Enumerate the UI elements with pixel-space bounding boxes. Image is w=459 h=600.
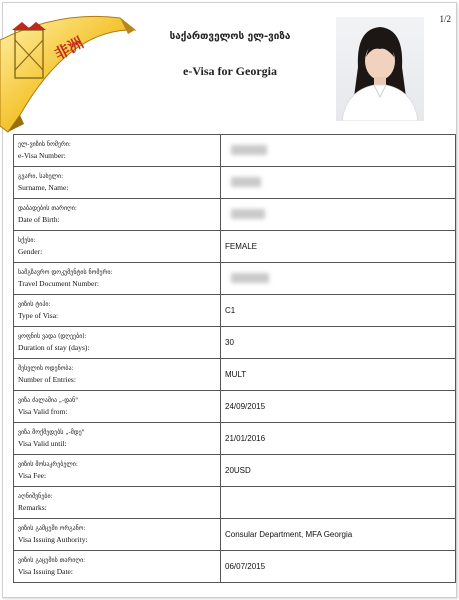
field-label [14,295,221,327]
table-row [14,551,456,583]
portrait-image [336,17,424,121]
label-georgian: ვიზის გამცემი ორგანო: [18,525,86,532]
field-value: 06/07/2015 [221,551,456,583]
field-label [14,135,221,167]
table-row [14,359,456,391]
label-georgian: ვიზა მოქმედებს „-მდე" [18,429,85,436]
field-value [221,167,456,199]
label-georgian: სამგზავრო დოკუმენტის ნომერი: [18,269,113,276]
field-label [14,327,221,359]
field-value: 20USD [221,455,456,487]
field-label [14,423,221,455]
label-english: Duration of stay (days): [18,343,90,352]
field-label [14,455,221,487]
field-label [14,359,221,391]
label-english: Visa Valid until: [18,439,67,448]
table-row [14,391,456,423]
table-row [14,327,456,359]
field-label [14,551,221,583]
table-row [14,231,456,263]
label-english: Number of Entries: [18,375,76,384]
field-label [14,391,221,423]
label-english: Visa Fee: [18,471,47,480]
redacted-value [231,209,265,219]
label-english: Visa Issuing Authority: [18,535,88,544]
label-georgian: გვარი, სახელი: [18,173,64,180]
field-value [221,487,456,519]
field-value [221,199,456,231]
field-value: 30 [221,327,456,359]
label-english: Date of Birth: [18,215,60,224]
title-english: e-Visa for Georgia [183,64,277,78]
field-value [221,263,456,295]
label-georgian: ყოფნის ვადა (დღეები): [18,333,87,340]
label-georgian: ვიზა ძალაშია „-დან" [18,397,79,404]
redacted-value [231,273,269,283]
table-row [14,135,456,167]
label-georgian: ელ-ვიზის ნომერი: [18,141,71,148]
label-georgian: ვიზის მოსაკრებელი: [18,461,78,468]
field-label [14,519,221,551]
table-row [14,423,456,455]
applicant-photo [336,17,424,121]
visa-details-table [13,134,456,583]
label-english: Travel Document Number: [18,279,99,288]
field-label [14,487,221,519]
field-value: 21/01/2016 [221,423,456,455]
field-label [14,199,221,231]
table-row [14,519,456,551]
field-value: MULT [221,359,456,391]
title-georgian: საქართველოს ელ-ვიზა [169,31,291,42]
redacted-value [231,177,261,187]
label-english: Gender: [18,247,43,256]
field-value: C1 [221,295,456,327]
label-georgian: ვიზის ტიპი: [18,301,51,308]
label-english: Surname, Name: [18,183,69,192]
label-georgian: აღნიშვნები: [18,493,53,500]
table-row [14,487,456,519]
page-number: 1/2 [439,14,451,24]
field-label [14,263,221,295]
label-english: Visa Issuing Date: [18,567,73,576]
table-row [14,263,456,295]
ribbon-label: 非洲 [51,33,87,64]
field-value: 24/09/2015 [221,391,456,423]
label-english: Type of Visa: [18,311,59,320]
field-label [14,231,221,263]
field-value [221,135,456,167]
field-value: FEMALE [221,231,456,263]
label-english: Remarks: [18,503,47,512]
table-row [14,167,456,199]
table-row [14,295,456,327]
field-label [14,167,221,199]
label-english: e-Visa Number: [18,151,66,160]
label-georgian: დაბადების თარიღი: [18,205,77,212]
table-row [14,455,456,487]
table-row [14,199,456,231]
label-georgian: სქესი: [18,237,36,244]
field-value: Consular Department, MFA Georgia [221,519,456,551]
redacted-value [231,145,267,155]
label-georgian: შესვლის ოდენობა: [18,365,74,372]
label-english: Visa Valid from: [18,407,68,416]
label-georgian: ვიზის გაცემის თარიღი: [18,557,86,564]
